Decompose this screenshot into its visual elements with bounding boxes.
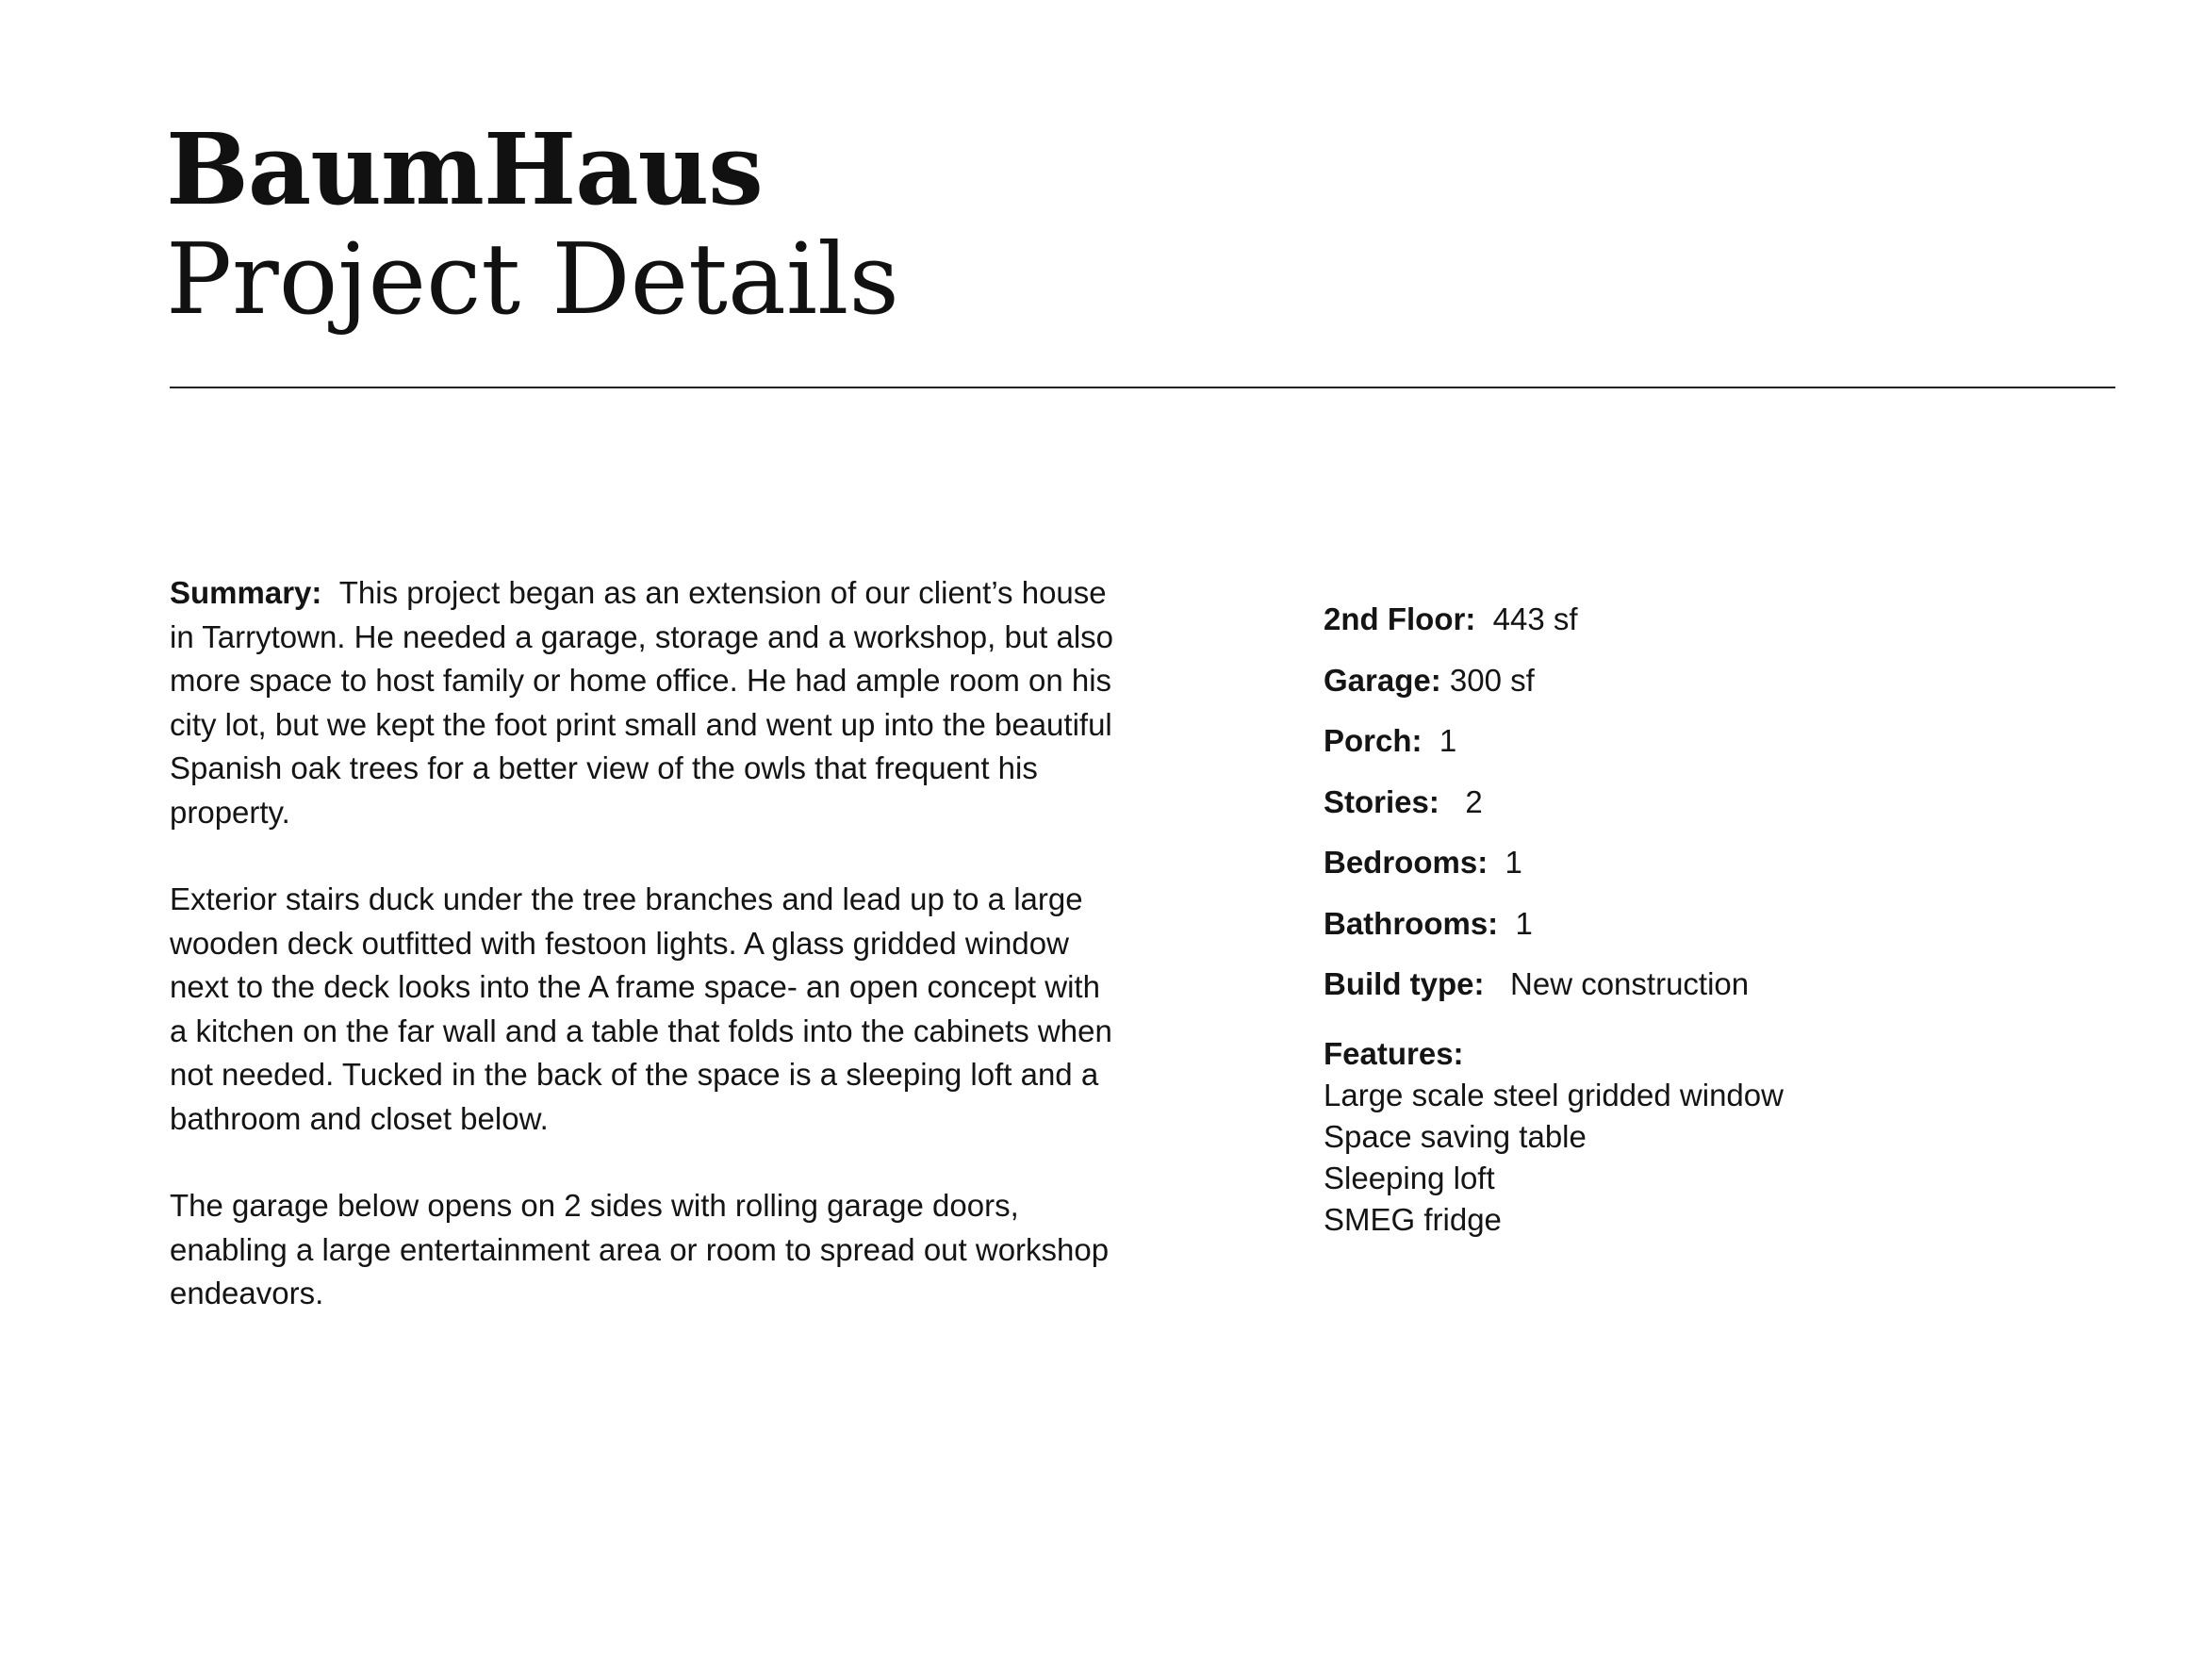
stat-value: 300 sf [1449,662,1535,698]
stat-label: Stories: [1324,783,1439,819]
summary-label: Summary: [170,575,322,610]
page-title: BaumHaus [166,111,763,227]
stat-value: 2 [1465,783,1483,819]
feature-item: Sleeping loft [1324,1160,1495,1195]
stat-build-type [1324,963,2097,1024]
stat-label: 2nd Floor: [1324,601,1476,636]
stat-value: 443 sf [1492,601,1578,636]
summary-paragraph-3: The garage below opens on 2 sides with rolling garage doors, enabling a large entertainment area or room to spread out workshop endeavors. [170,1188,1110,1310]
stat-garage [1324,659,2097,720]
stat-bedrooms [1324,841,2097,902]
details-section [1324,598,2097,1241]
stat-label: Garage: [1324,662,1441,698]
summary-paragraph-1 [170,571,1122,834]
stat-label: Porch: [1324,723,1423,758]
stat-value: 1 [1439,723,1457,758]
page-subtitle: Project Details [166,222,899,338]
stat-value: New construction [1510,966,1750,1001]
stat-bathrooms [1324,902,2097,964]
header-divider [170,387,2115,388]
feature-item: SMEG fridge [1324,1201,1502,1237]
feature-item: Space saving table [1324,1118,1587,1154]
summary-paragraph-2: Exterior stairs duck under the tree branches and lead up to a large wooden deck outfitted with festoon lights. A glass gridded window next to the deck looks into the A frame space- an open concept with a kitchen on the far wall and a table that folds into the cabinets when not needed. Tucked in the back of the space is a sleeping loft and a bathroom and closet below. [170,881,1112,1136]
stat-2nd-floor [1324,598,2097,659]
stat-label: Bedrooms: [1324,845,1489,880]
stat-value: 1 [1505,845,1522,880]
summary-text-1: This project began as an extension of our client’s house in Tarrytown. He needed a garage, storage and a workshop, but also more space to host family or home office. He had ample room on his city lot, but we kept the foot print small and went up into the beautiful Spanish oak trees for a better view of the owls that frequent his property. [170,575,1114,830]
feature-item: Large scale steel gridded window [1324,1077,1784,1112]
features-label: Features: [1324,1035,1464,1071]
stat-label: Build type: [1324,966,1485,1001]
title-block [166,111,899,338]
features-list [1324,1033,2097,1241]
stat-value: 1 [1515,905,1533,941]
stat-label: Bathrooms: [1324,905,1499,941]
stat-porch [1324,719,2097,781]
summary-section [170,571,1122,1359]
stat-stories [1324,781,2097,842]
